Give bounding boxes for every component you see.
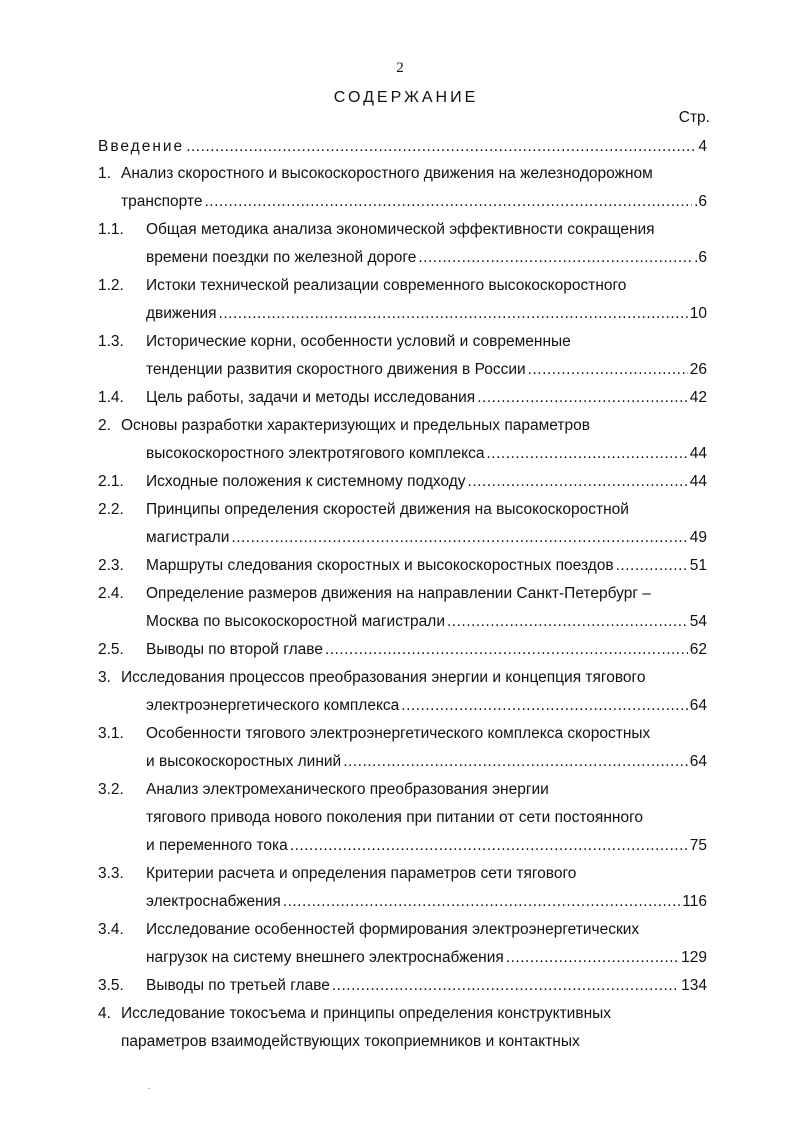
toc-line-last — [146, 444, 707, 464]
dot-leader — [616, 556, 688, 576]
toc-entry-page: 4 — [698, 138, 707, 155]
toc-line: Определение размеров движения на направлении Санкт-Петербург – — [146, 585, 651, 602]
toc-line: Истоки технической реализации современного высокоскоростного — [146, 277, 627, 294]
toc-section-number: 2.1. — [98, 473, 124, 490]
scan-speck — [148, 1088, 150, 1089]
toc-line-last — [146, 948, 707, 968]
toc-section-number: 1.2. — [98, 277, 124, 294]
toc-line-last — [146, 360, 707, 380]
toc-entry-title: и переменного тока — [146, 837, 288, 854]
toc-line: Особенности тягового электроэнергетического комплекса скоростных — [146, 725, 651, 742]
dot-leader — [290, 836, 688, 856]
toc-entry-page: 64 — [689, 697, 707, 714]
toc-line: Критерии расчета и определения параметров сети тягового — [146, 865, 577, 882]
toc-entry-page: 116 — [682, 893, 707, 910]
toc-entry-page: 44 — [689, 445, 707, 462]
dot-leader — [186, 137, 696, 157]
toc-entry-page: 134 — [681, 977, 707, 994]
toc-line: Принципы определения скоростей движения на высокоскоростной — [146, 501, 629, 518]
toc-entry-title: Выводы по второй главе — [146, 641, 323, 658]
toc-entry-title: нагрузок на систему внешнего электроснабжения — [146, 949, 504, 966]
toc-line: Исследование токосъема и принципы определения конструктивных — [121, 1005, 612, 1022]
document-title: СОДЕРЖАНИЕ — [333, 89, 479, 106]
toc-line-last — [146, 388, 707, 408]
toc-entry-page: .6 — [694, 249, 707, 266]
toc-section-number: 1.1. — [98, 221, 124, 238]
dot-leader — [401, 696, 687, 716]
dot-leader — [343, 752, 688, 772]
dot-leader — [447, 612, 688, 632]
toc-line-last — [146, 976, 707, 996]
dot-leader — [468, 472, 688, 492]
toc-entry-title: Цель работы, задачи и методы исследования — [146, 389, 476, 406]
toc-section-number: 3.2. — [98, 781, 124, 798]
toc-chapter-number: 4. — [98, 1005, 111, 1022]
toc-entry-title: транспорте — [121, 193, 203, 210]
page-column-label: Стр. — [678, 109, 710, 126]
toc-entry-title: и высокоскоростных линий — [146, 753, 342, 770]
toc-line-last — [146, 640, 707, 660]
toc-line: параметров взаимодействующих токоприемников и контактных — [121, 1033, 580, 1050]
toc-section-number: 2.2. — [98, 501, 124, 518]
toc-entry-title: времени поездки по железной дороге — [146, 249, 417, 266]
toc-line: Анализ скоростного и высокоскоростного движения на железнодорожном — [121, 165, 653, 182]
toc-chapter-number: 3. — [98, 669, 111, 686]
toc-line-last — [146, 304, 707, 324]
dot-leader — [477, 388, 688, 408]
toc-entry-page: 75 — [689, 837, 707, 854]
dot-leader — [283, 892, 681, 912]
toc-section-number: 3.3. — [98, 865, 124, 882]
toc-line: Исследования процессов преобразования энергии и концепция тягового — [121, 669, 646, 686]
dot-leader — [418, 248, 692, 268]
dot-leader — [332, 976, 679, 996]
toc-entry-page: 51 — [689, 557, 707, 574]
toc-section-number: 1.3. — [98, 333, 124, 350]
toc-line: Анализ электромеханического преобразования энергии — [146, 781, 549, 798]
toc-entry-page: 62 — [689, 641, 707, 658]
toc-line-last — [146, 472, 707, 492]
toc-entry-page: 44 — [689, 473, 707, 490]
toc-line: Исследование особенностей формирования электроэнергетических — [146, 921, 640, 938]
toc-entry-title: магистрали — [146, 529, 230, 546]
toc-line-last — [146, 752, 707, 772]
toc-entry-page: 129 — [681, 949, 707, 966]
toc-entry-title: Исходные положения к системному подходу — [146, 473, 466, 490]
toc-entry-page: 42 — [689, 389, 707, 406]
toc-section-number: 3.1. — [98, 725, 124, 742]
page-number: 2 — [396, 60, 404, 76]
toc-line: Общая методика анализа экономической эффективности сокращения — [146, 221, 655, 238]
toc-line: тягового привода нового поколения при питании от сети постоянного — [146, 809, 643, 826]
toc-entry-title: Маршруты следования скоростных и высокоскоростных поездов — [146, 557, 614, 574]
toc-section-number: 3.5. — [98, 977, 124, 994]
toc-line: Исторические корни, особенности условий и современные — [146, 333, 571, 350]
toc-line-last — [146, 612, 707, 632]
toc-line-last — [146, 696, 707, 716]
toc-entry-page: 64 — [689, 753, 707, 770]
toc-chapter-number: 1. — [98, 165, 111, 182]
toc-line: Основы разработки характеризующих и предельных параметров — [121, 417, 590, 434]
toc-entry-title: Выводы по третьей главе — [146, 977, 330, 994]
toc-entry-page: 49 — [689, 529, 707, 546]
toc-entry-title: движения — [146, 305, 217, 322]
toc-section-number: 2.3. — [98, 557, 124, 574]
toc-entry-page: 54 — [689, 613, 707, 630]
dot-leader — [205, 192, 693, 212]
toc-line-last — [146, 528, 707, 548]
toc-entry-page: 10 — [689, 305, 707, 322]
toc-entry-title: электроэнергетического комплекса — [146, 697, 400, 714]
toc-line-last — [146, 892, 707, 912]
dot-leader — [219, 304, 688, 324]
dot-leader — [325, 640, 688, 660]
toc-entry-page: .6 — [694, 193, 707, 210]
toc-entry-title: электроснабжения — [146, 893, 281, 910]
toc-section-number: 2.4. — [98, 585, 124, 602]
toc-entry-page: 26 — [689, 361, 707, 378]
toc-entry-title: Введение — [98, 138, 185, 155]
dot-leader — [506, 948, 679, 968]
toc-line-last — [146, 248, 707, 268]
toc-line-last — [146, 556, 707, 576]
toc-entry-title: высокоскоростного электротягового комплекса — [146, 445, 485, 462]
dot-leader — [528, 360, 688, 380]
toc-line-last — [146, 836, 707, 856]
toc-entry-intro[interactable] — [98, 137, 707, 157]
toc-entry-title: Москва по высокоскоростной магистрали — [146, 613, 445, 630]
toc-line-last — [121, 192, 707, 212]
toc-entry-title: тенденции развития скоростного движения в России — [146, 361, 526, 378]
toc-chapter-number: 2. — [98, 417, 111, 434]
toc-section-number: 1.4. — [98, 389, 124, 406]
dot-leader — [486, 444, 687, 464]
toc-section-number: 3.4. — [98, 921, 124, 938]
toc-section-number: 2.5. — [98, 641, 124, 658]
dot-leader — [231, 528, 687, 548]
